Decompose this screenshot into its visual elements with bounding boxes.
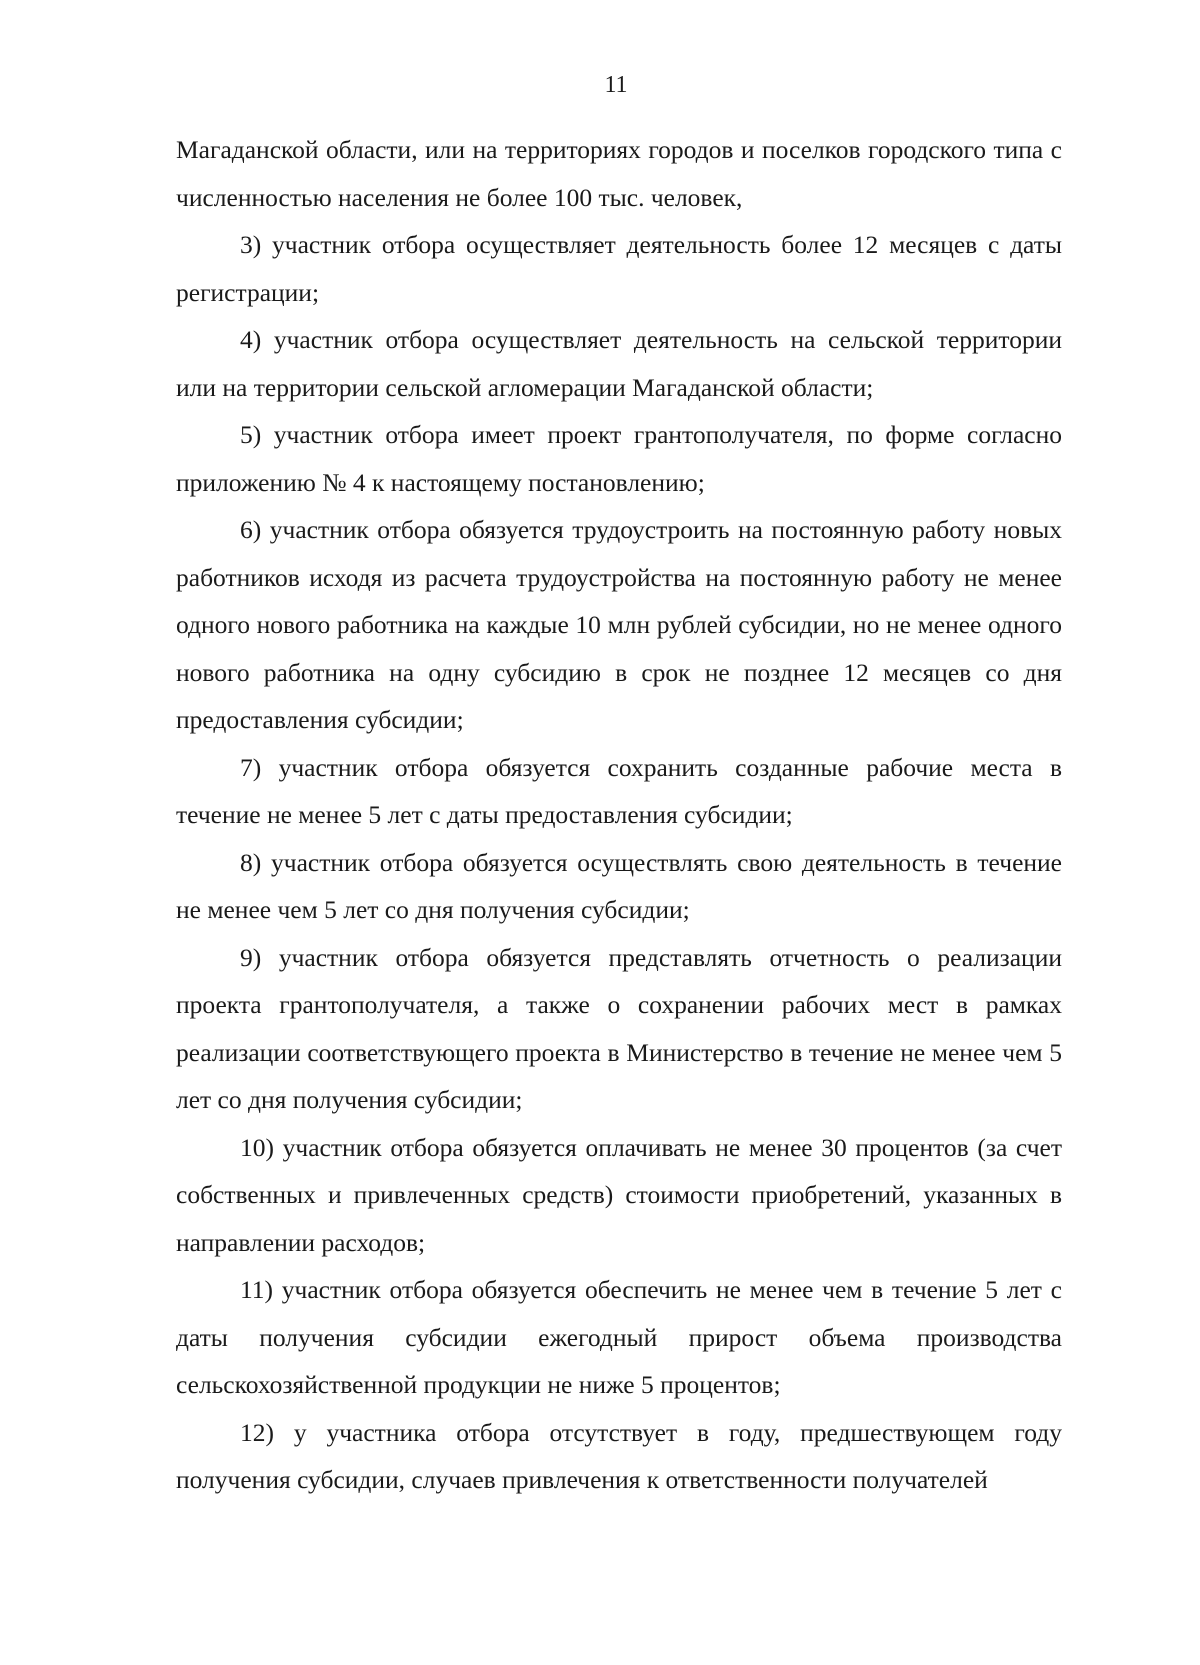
list-item-9: 9) участник отбора обязуется представлять отчетность о реализации проекта грантополучателя, а также о сохранении рабочих мест в рамках реализации соответствующего проекта в Министерство в течение не менее чем 5 лет со дня получения субсидии;	[176, 942, 1062, 1114]
document-body	[176, 126, 1062, 1504]
list-item-12: 12) у участника отбора отсутствует в году, предшествующем году получения субсидии, случаев привлечения к ответственности получателей	[176, 1417, 1062, 1494]
list-item-8: 8) участник отбора обязуется осуществлять свою деятельность в течение не менее чем 5 лет со дня получения субсидии;	[176, 847, 1062, 924]
paragraph-continuation: Магаданской области, или на территориях городов и поселков городского типа с численностью населения не более 100 тыс. человек,	[176, 135, 1062, 212]
list-item-11: 11) участник отбора обязуется обеспечить не менее чем в течение 5 лет с даты получения субсидии ежегодный прирост объема производства сельскохозяйственной продукции не ниже 5 процентов;	[176, 1275, 1062, 1399]
list-item-5: 5) участник отбора имеет проект грантополучателя, по форме согласно приложению № 4 к настоящему постановлению;	[176, 420, 1062, 497]
page-number: 11	[604, 72, 628, 98]
list-item-10: 10) участник отбора обязуется оплачивать не менее 30 процентов (за счет собственных и привлеченных средств) стоимости приобретений, указанных в направлении расходов;	[176, 1132, 1062, 1257]
list-item-7: 7) участник отбора обязуется сохранить созданные рабочие места в течение не менее 5 лет с даты предоставления субсидии;	[176, 752, 1062, 829]
list-item-4: 4) участник отбора осуществляет деятельность на сельской территории или на территории сельской агломерации Магаданской области;	[176, 325, 1062, 402]
list-item-3: 3) участник отбора осуществляет деятельность более 12 месяцев с даты регистрации;	[176, 230, 1062, 307]
list-item-6: 6) участник отбора обязуется трудоустроить на постоянную работу новых работников исходя из расчета трудоустройства на постоянную работу не менее одного нового работника на каждые 10 млн рублей субсидии, но не менее одного нового работника на одну субсидию в срок не позднее 12 месяцев со дня предоставления субсидии;	[176, 515, 1062, 734]
